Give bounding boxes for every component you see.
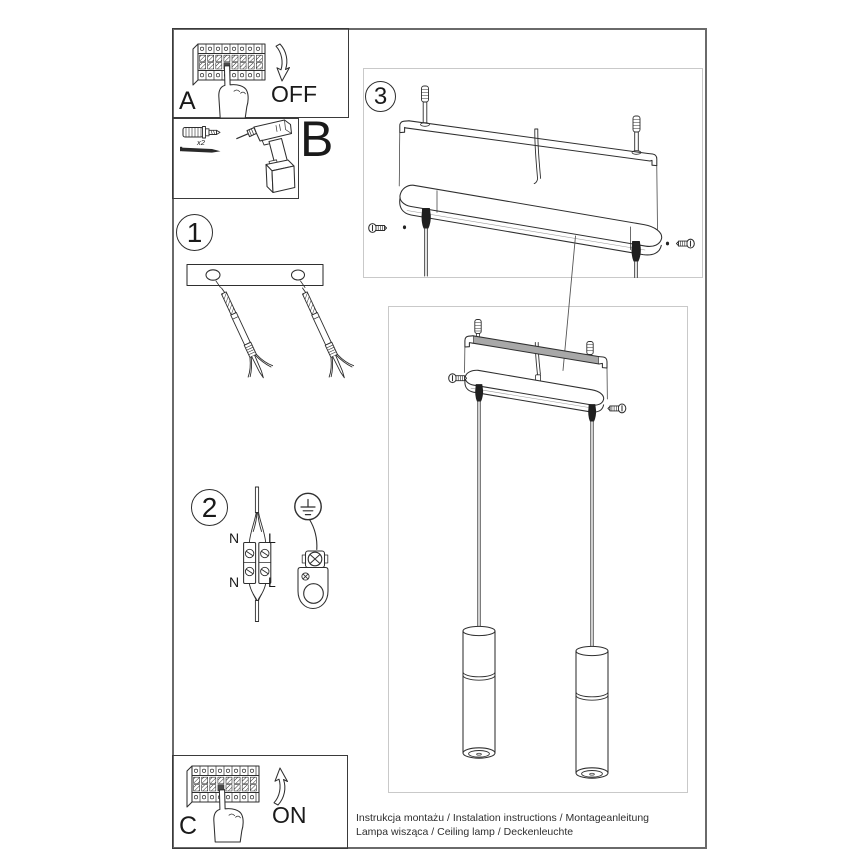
pendant-lamp (576, 646, 608, 778)
wire-live-label: L (268, 530, 276, 546)
drill-icon (237, 120, 295, 193)
canopy (465, 370, 604, 412)
arrow-up-icon (274, 768, 288, 805)
plug-count-label: x2 (197, 138, 205, 147)
mounting-strip-illustration (187, 265, 357, 384)
breaker-on-label: ON (272, 802, 307, 828)
terminal-block-icon (244, 543, 271, 584)
wire-live-label: L (268, 574, 276, 590)
wall-anchor-icon (290, 282, 356, 383)
tools-icons (180, 120, 295, 193)
canopy-exploded-illustration (369, 86, 695, 278)
canopy-screw-icon (369, 224, 387, 233)
footer-line-2: Lampa wisząca / Ceiling lamp / Deckenleuchte (356, 825, 574, 838)
assembled-lamp-illustration (449, 320, 626, 779)
ground-terminal-icon (298, 551, 328, 609)
panel-b-letter: B (300, 111, 334, 167)
hanger-bolt-icon (421, 86, 430, 126)
leader-line (563, 236, 576, 371)
wiring-diagram (244, 487, 328, 622)
footer-caption (356, 812, 649, 839)
panel-c-letter: C (179, 812, 198, 840)
panel-a-letter: A (179, 87, 196, 115)
footer-line-1: Instrukcja montażu / Instalation instructions / Montageanleitung (356, 812, 649, 824)
arrow-down-icon (276, 44, 290, 81)
step-number-2-text: 2 (201, 491, 218, 523)
step-number-3-text: 3 (373, 82, 388, 110)
step-number-1 (176, 214, 213, 251)
step-number-1-text: 1 (186, 216, 203, 248)
canopy-screw-icon (676, 239, 694, 248)
canopy (400, 185, 662, 255)
pendant-lamp (463, 626, 495, 758)
step-number-2 (191, 489, 228, 526)
suspension-cable (478, 401, 593, 651)
canopy-screw-icon (449, 374, 467, 383)
step-number-3 (365, 81, 396, 112)
screw-icon (180, 147, 221, 153)
canopy-screw-icon (608, 404, 626, 413)
wire-neutral-label: N (229, 530, 240, 546)
hanger-bolt-icon (632, 116, 641, 154)
wall-anchor-icon (209, 282, 275, 383)
wire-neutral-label: N (229, 574, 240, 590)
wall-plug-icon (183, 127, 220, 139)
breaker-off-label: OFF (271, 81, 317, 107)
mains-cable (534, 129, 540, 184)
ground-symbol-icon (295, 493, 321, 519)
